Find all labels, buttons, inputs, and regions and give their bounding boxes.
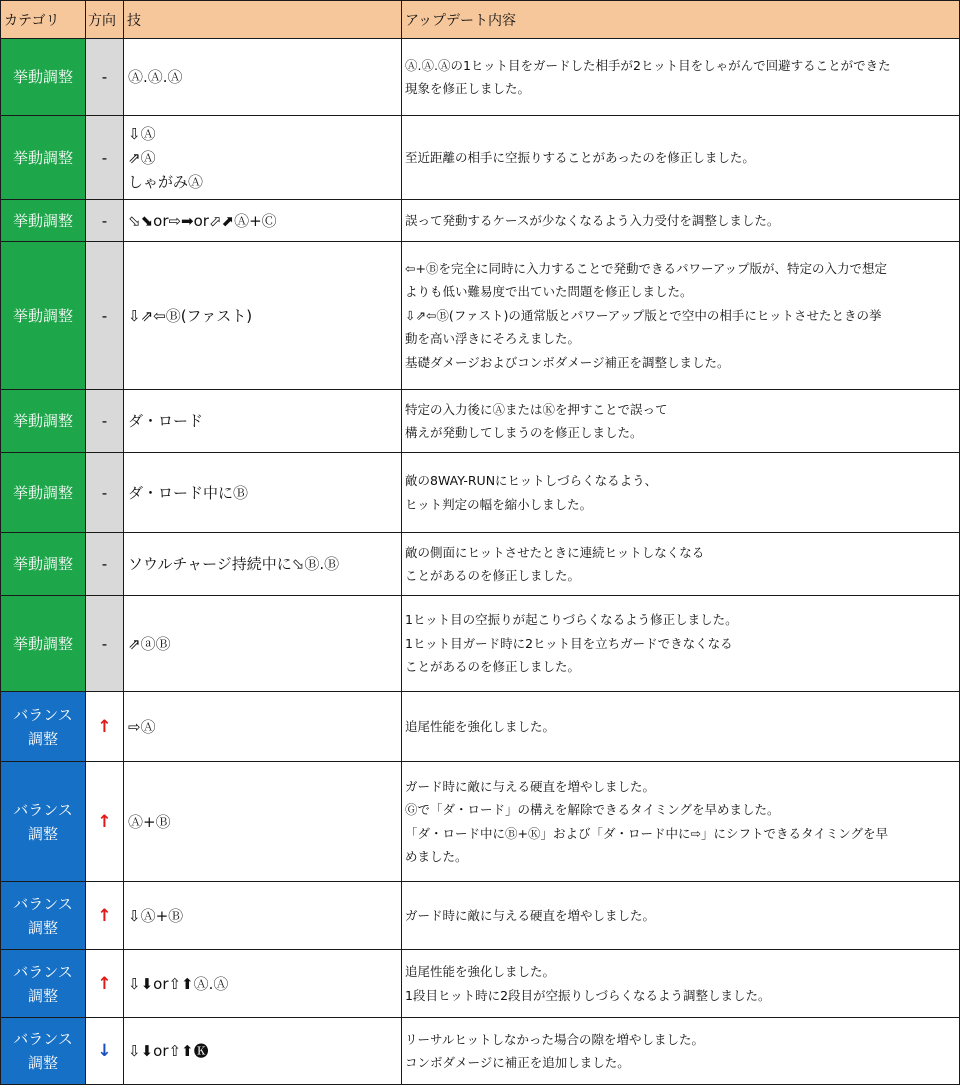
update-line: 「ダ・ロード中にⒷ+Ⓚ」および「ダ・ロード中に⇨」にシフトできるタイミングを早 — [405, 825, 888, 841]
move-line: ⬂⬊or⇨➡or⬀⬈Ⓐ+Ⓒ — [128, 211, 277, 230]
direction-indicator — [86, 533, 124, 596]
update-description — [402, 882, 960, 950]
update-line: 基礎ダメージおよびコンボダメージ補正を調整しました。 — [405, 354, 730, 370]
header-update: アップデート内容 — [402, 1, 960, 39]
direction-indicator — [86, 1018, 124, 1085]
header-category: カテゴリ — [1, 1, 86, 39]
arrow-up-icon: ↑ — [97, 905, 112, 926]
update-line: ⇦+Ⓑを完全に同時に入力することで発動できるパワーアップ版が、特定の入力で想定 — [405, 260, 887, 276]
move-line: ⇩Ⓐ+Ⓑ — [128, 906, 184, 925]
update-description — [402, 692, 960, 762]
header-direction: 方向 — [86, 1, 124, 39]
direction-indicator — [86, 242, 124, 390]
table-body — [1, 39, 960, 1085]
category-line: 調整 — [27, 1054, 58, 1072]
move-line: ソウルチャージ持続中に⬂Ⓑ.Ⓑ — [128, 555, 340, 573]
direction-indicator — [86, 390, 124, 453]
category-badge — [1, 692, 86, 762]
table-row — [1, 596, 960, 692]
update-description — [402, 390, 960, 453]
category-badge — [1, 882, 86, 950]
category-line: 調整 — [27, 986, 58, 1005]
table-row — [1, 1018, 960, 1085]
header-move: 技 — [124, 1, 402, 39]
category-line: 挙動調整 — [12, 555, 73, 573]
header-row — [1, 1, 960, 39]
category-badge — [1, 200, 86, 242]
update-description — [402, 116, 960, 200]
move-line: ⇗Ⓐ — [128, 148, 156, 167]
update-line: コンボダメージに補正を追加しました。 — [405, 1055, 630, 1070]
category-line: バランス — [13, 894, 73, 913]
category-line: 調整 — [27, 729, 58, 748]
category-badge — [1, 1018, 86, 1085]
move-command — [124, 242, 402, 390]
update-line: 追尾性能を強化しました。 — [405, 964, 556, 979]
table-row — [1, 762, 960, 882]
move-line: ⇩⬇or⇧⬆🅚 — [128, 1042, 209, 1060]
move-line: しゃがみⒶ — [128, 172, 204, 191]
table-row — [1, 39, 960, 116]
move-line: Ⓐ+Ⓑ — [128, 812, 171, 831]
category-badge — [1, 596, 86, 692]
table-row — [1, 200, 960, 242]
arrow-up-icon: ↑ — [97, 716, 112, 737]
update-line: 至近距離の相手に空振りすることがあったのを修正しました。 — [405, 149, 755, 165]
update-line: ヒット判定の幅を縮小しました。 — [405, 496, 593, 512]
category-badge — [1, 390, 86, 453]
table-row — [1, 453, 960, 533]
update-line: 1ヒット目の空振りが起こりづらくなるよう修正しました。 — [405, 612, 738, 628]
move-line: ダ・ロード — [128, 412, 204, 430]
update-line: 追尾性能を強化しました。 — [405, 718, 556, 734]
category-badge — [1, 533, 86, 596]
update-line: 敵の側面にヒットさせたときに連続ヒットしなくなる — [405, 544, 705, 560]
arrow-up-icon: ↑ — [97, 811, 112, 832]
update-line: よりも低い難易度で出ていた問題を修正しました。 — [405, 284, 693, 300]
dash-text: - — [101, 306, 108, 325]
move-command — [124, 453, 402, 533]
update-line: ことがあるのを修正しました。 — [405, 659, 581, 675]
dash-text: - — [101, 555, 108, 573]
category-badge — [1, 453, 86, 533]
table-row — [1, 390, 960, 453]
direction-indicator — [86, 39, 124, 116]
table-row — [1, 692, 960, 762]
move-command — [124, 692, 402, 762]
update-description — [402, 762, 960, 882]
update-description — [402, 1018, 960, 1085]
move-command — [124, 762, 402, 882]
move-line: ダ・ロード中にⒷ — [128, 483, 249, 502]
table-row — [1, 950, 960, 1018]
move-command — [124, 596, 402, 692]
category-line: 挙動調整 — [12, 412, 73, 430]
category-badge — [1, 242, 86, 390]
category-line: 挙動調整 — [12, 68, 73, 86]
category-badge — [1, 39, 86, 116]
update-line: 敵の8WAY-RUNにヒットしづらくなるよう、 — [405, 473, 658, 488]
update-description — [402, 533, 960, 596]
update-description — [402, 200, 960, 242]
category-line: 挙動調整 — [12, 148, 73, 167]
move-command — [124, 200, 402, 242]
update-description — [402, 950, 960, 1018]
category-line: 挙動調整 — [12, 211, 73, 230]
update-line: Ⓖで「ダ・ロード」の構えを解除できるタイミングを早めました。 — [405, 802, 780, 817]
category-line: バランス — [13, 705, 73, 724]
category-line: 調整 — [27, 824, 58, 843]
update-line: 現象を修正しました。 — [405, 81, 531, 96]
category-line: 挙動調整 — [12, 306, 73, 325]
category-line: 挙動調整 — [12, 483, 73, 502]
update-line: ガード時に敵に与える硬直を増やしました。 — [405, 907, 656, 923]
move-command — [124, 39, 402, 116]
move-command — [124, 116, 402, 200]
update-line: ⇩⇗⇦Ⓑ(ファスト)の通常版とパワーアップ版とで空中の相手にヒットさせたときの挙 — [405, 307, 882, 323]
update-line: Ⓐ.Ⓐ.Ⓐの1ヒット目をガードした相手が2ヒット目をしゃがんで回避することができた — [405, 57, 891, 73]
direction-indicator — [86, 882, 124, 950]
dash-text: - — [101, 412, 108, 430]
update-line: 構えが発動してしまうのを修正しました。 — [405, 425, 643, 440]
table-row — [1, 242, 960, 390]
update-description — [402, 39, 960, 116]
category-badge — [1, 762, 86, 882]
direction-indicator — [86, 200, 124, 242]
move-line: ⇗ⓐⒷ — [128, 634, 171, 653]
direction-indicator — [86, 762, 124, 882]
direction-indicator — [86, 453, 124, 533]
update-line: 1段目ヒット時に2段目が空振りしづらくなるよう調整しました。 — [405, 987, 771, 1003]
category-line: 調整 — [27, 918, 58, 937]
update-line: 誤って発動するケースが少なくなるよう入力受付を調整しました。 — [405, 212, 780, 228]
update-line: ガード時に敵に与える硬直を増やしました。 — [405, 778, 656, 794]
move-line: Ⓐ.Ⓐ.Ⓐ — [128, 68, 183, 86]
direction-indicator — [86, 692, 124, 762]
update-description — [402, 453, 960, 533]
direction-indicator — [86, 596, 124, 692]
category-badge — [1, 950, 86, 1018]
arrow-down-icon: ↓ — [97, 1041, 112, 1061]
move-line: ⇨Ⓐ — [128, 717, 156, 736]
update-line: めました。 — [405, 849, 468, 864]
move-line: ⇩⬇or⇧⬆Ⓐ.Ⓐ — [128, 974, 229, 993]
dash-text: - — [101, 148, 108, 167]
move-command — [124, 1018, 402, 1085]
table-row — [1, 116, 960, 200]
table-row — [1, 533, 960, 596]
dash-text: - — [101, 68, 108, 86]
update-line: 動を高い浮きにそろえました。 — [405, 331, 581, 347]
update-line: ことがあるのを修正しました。 — [405, 568, 581, 583]
move-command — [124, 950, 402, 1018]
update-description — [402, 242, 960, 390]
move-command — [124, 882, 402, 950]
category-line: バランス — [13, 962, 73, 981]
arrow-up-icon: ↑ — [97, 973, 112, 994]
update-line: リーサルヒットしなかった場合の隙を増やしました。 — [405, 1031, 705, 1047]
update-line: 1ヒット目ガード時に2ヒット目を立ちガードできなくなる — [405, 635, 733, 651]
move-line: ⇩Ⓐ — [128, 124, 156, 143]
dash-text: - — [101, 483, 108, 502]
category-line: バランス — [13, 1030, 73, 1048]
direction-indicator — [86, 950, 124, 1018]
category-badge — [1, 116, 86, 200]
move-command — [124, 390, 402, 453]
dash-text: - — [101, 634, 108, 653]
table-row — [1, 882, 960, 950]
update-line: 特定の入力後にⒶまたはⓀを押すことで誤って — [405, 401, 668, 417]
update-description — [402, 596, 960, 692]
move-command — [124, 533, 402, 596]
dash-text: - — [101, 211, 108, 230]
category-line: バランス — [13, 800, 73, 819]
move-line: ⇩⇗⇦Ⓑ(ファスト) — [128, 306, 253, 325]
direction-indicator — [86, 116, 124, 200]
category-line: 挙動調整 — [12, 634, 73, 653]
